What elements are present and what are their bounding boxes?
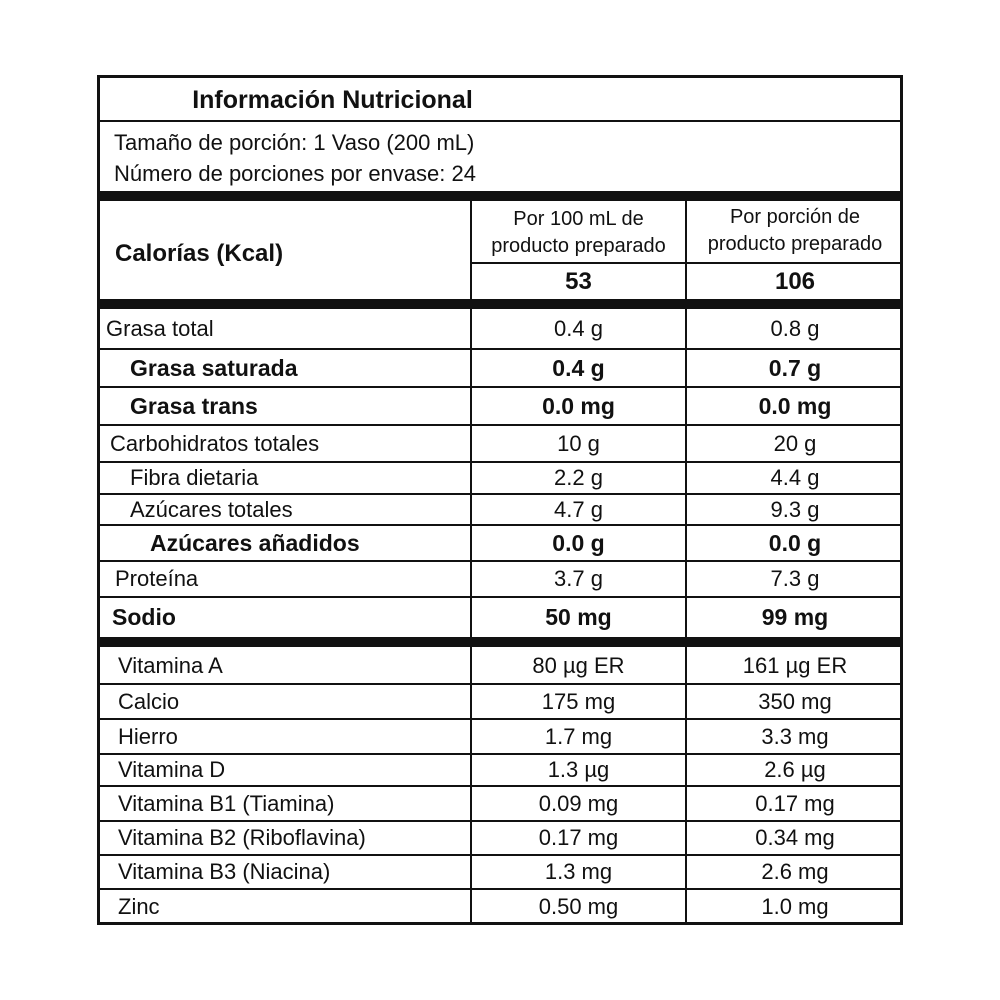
vitamin-row-per-serving: 2.6 µg xyxy=(764,757,826,782)
nutrient-row-label: Grasa total xyxy=(106,316,214,341)
calories-label: Calorías (Kcal) xyxy=(115,240,284,267)
nutrient-row xyxy=(100,462,900,494)
calories-per-100ml: 53 xyxy=(565,268,592,295)
nutrient-row-per-serving: 0.0 mg xyxy=(758,393,832,419)
vitamin-row xyxy=(100,786,900,821)
nutrient-row-label: Grasa trans xyxy=(130,393,258,419)
nutrition-facts-panel xyxy=(97,75,903,925)
vitamin-row-label: Hierro xyxy=(118,724,178,749)
vitamin-row-per-100ml: 80 µg ER xyxy=(532,653,625,678)
nutrient-row xyxy=(100,525,900,561)
column-separator xyxy=(470,309,472,639)
nutrient-row xyxy=(100,597,900,637)
vitamin-row-per-serving: 3.3 mg xyxy=(761,724,829,749)
nutrient-row xyxy=(100,349,900,387)
nutrient-row-per-serving: 0.8 g xyxy=(770,316,820,341)
nutrient-row-label: Azúcares añadidos xyxy=(150,530,360,556)
column-separator xyxy=(685,647,687,925)
column-separator xyxy=(685,309,687,639)
column-header-per-100ml xyxy=(472,206,685,260)
thick-divider xyxy=(100,637,900,647)
vitamin-row-label: Calcio xyxy=(118,689,180,714)
column-header-line: producto preparado xyxy=(491,235,666,257)
nutrient-row xyxy=(100,561,900,597)
nutrient-row-per-100ml: 3.7 g xyxy=(554,566,603,591)
vitamin-row xyxy=(100,647,900,684)
nutrient-row-per-serving: 7.3 g xyxy=(770,566,820,591)
nutrient-row-label: Grasa saturada xyxy=(130,355,298,381)
column-separator xyxy=(470,647,472,925)
vitamin-row-label: Vitamina A xyxy=(118,653,223,678)
nutrient-row-per-100ml: 0.0 mg xyxy=(542,393,615,419)
nutrient-row-per-100ml: 0.4 g xyxy=(554,316,603,341)
vitamin-row xyxy=(100,855,900,889)
vitamin-row-per-100ml: 1.3 µg xyxy=(547,757,610,782)
nutrient-row-per-serving: 9.3 g xyxy=(770,497,820,522)
vitamin-row xyxy=(100,754,900,786)
nutrient-row-per-serving: 4.4 g xyxy=(770,465,820,490)
vitamin-row-label: Vitamina B3 (Niacina) xyxy=(118,859,331,884)
nutrient-row-per-100ml: 0.4 g xyxy=(552,355,605,381)
vitamin-row xyxy=(100,684,900,719)
nutrient-row xyxy=(100,387,900,425)
column-separator xyxy=(470,201,472,301)
nutrient-row xyxy=(100,425,900,462)
vitamin-row-per-100ml: 0.50 mg xyxy=(538,894,619,919)
vitamin-row-per-serving: 0.34 mg xyxy=(755,825,835,850)
nutrient-row-per-serving: 0.7 g xyxy=(768,355,822,381)
column-header-line: Por 100 mL de xyxy=(513,208,644,230)
nutrient-row-label: Azúcares totales xyxy=(130,497,293,522)
thick-divider xyxy=(100,191,900,201)
nutrient-row-per-serving: 20 g xyxy=(773,431,817,456)
nutrient-row-label: Proteína xyxy=(115,566,199,591)
nutrient-row xyxy=(100,309,900,349)
nutrient-row-per-100ml: 0.0 g xyxy=(552,530,605,556)
vitamin-row-per-serving: 350 mg xyxy=(758,689,832,714)
vitamin-row-per-serving: 161 µg ER xyxy=(742,653,848,678)
vitamin-row-per-serving: 2.6 mg xyxy=(761,859,829,884)
servings-per-container: Número de porciones por envase: 24 xyxy=(114,161,476,186)
vitamin-row xyxy=(100,719,900,754)
nutrient-row-label: Sodio xyxy=(112,604,176,630)
vitamin-row-per-100ml: 0.09 mg xyxy=(538,791,619,816)
nutrient-row-label: Carbohidratos totales xyxy=(110,431,320,456)
column-header-per-serving xyxy=(687,204,903,258)
vitamin-row-per-100ml: 1.7 mg xyxy=(544,724,613,749)
vitamin-row-per-100ml: 1.3 mg xyxy=(544,859,613,884)
vitamin-row-label: Vitamina D xyxy=(118,757,226,782)
panel-title: Información Nutricional xyxy=(192,86,473,114)
vitamin-row-label: Vitamina B2 (Riboflavina) xyxy=(118,825,366,850)
vitamin-row xyxy=(100,889,900,925)
nutrient-row-per-100ml: 4.7 g xyxy=(554,497,603,522)
vitamin-row-label: Vitamina B1 (Tiamina) xyxy=(118,791,335,816)
nutrient-row-per-serving: 0.0 g xyxy=(768,530,822,556)
calories-per-serving: 106 xyxy=(774,268,816,295)
divider xyxy=(100,120,900,122)
thick-divider xyxy=(100,299,900,309)
nutrient-row-per-serving: 99 mg xyxy=(761,604,829,630)
column-header-line: Por porción de xyxy=(729,206,861,228)
vitamin-row-per-100ml: 0.17 mg xyxy=(538,825,619,850)
vitamin-row xyxy=(100,821,900,855)
vitamin-row-per-serving: 0.17 mg xyxy=(755,791,835,816)
nutrient-row-per-100ml: 10 g xyxy=(557,431,600,456)
nutrient-row-per-100ml: 2.2 g xyxy=(554,465,603,490)
nutrient-row xyxy=(100,494,900,525)
vitamin-row-per-serving: 1.0 mg xyxy=(761,894,829,919)
column-separator xyxy=(685,201,687,301)
vitamin-row-per-100ml: 175 mg xyxy=(541,689,616,714)
serving-size: Tamaño de porción: 1 Vaso (200 mL) xyxy=(114,130,475,155)
nutrient-row-label: Fibra dietaria xyxy=(130,465,259,490)
vitamin-row-label: Zinc xyxy=(118,894,160,919)
column-header-line: producto preparado xyxy=(707,233,883,255)
nutrient-row-per-100ml: 50 mg xyxy=(545,604,612,630)
